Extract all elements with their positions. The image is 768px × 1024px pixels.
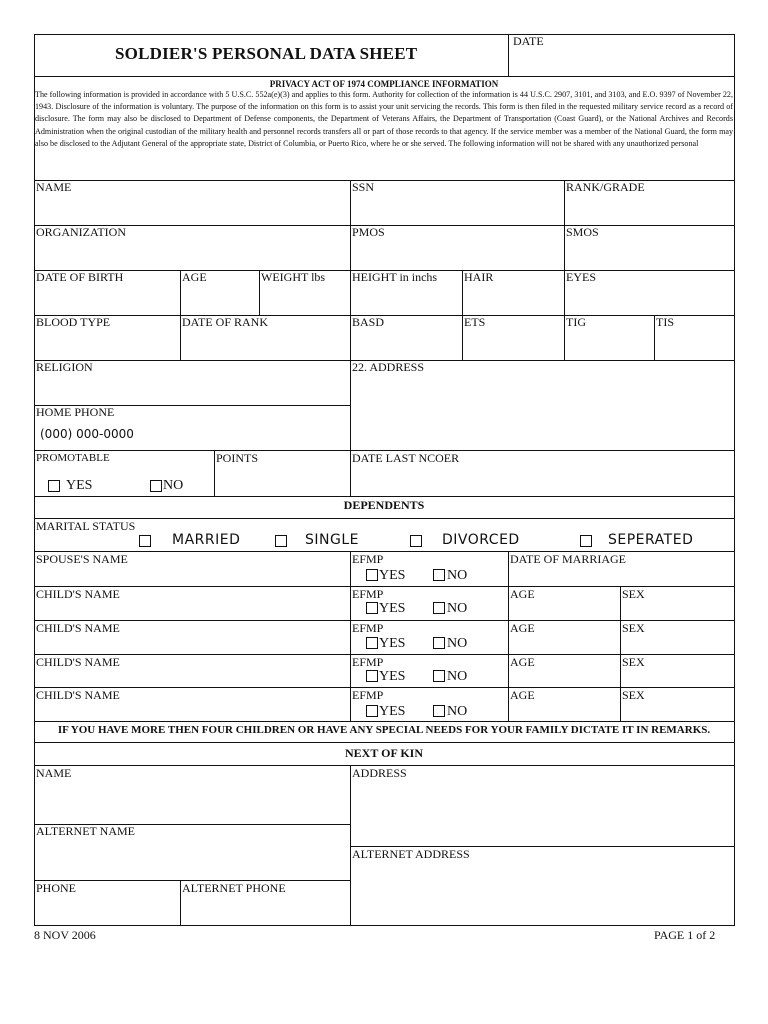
child-2-age-field[interactable]: AGE xyxy=(510,621,535,635)
child-1-efmp-label: EFMP xyxy=(352,587,384,601)
divorced-checkbox[interactable] xyxy=(410,535,422,547)
child-1-efmp-yes-checkbox[interactable] xyxy=(366,602,378,614)
next-of-kin-heading: NEXT OF KIN xyxy=(344,746,423,760)
footer-page-number: PAGE 1 of 2 xyxy=(654,928,716,942)
col-divider xyxy=(654,315,655,360)
seperated-checkbox[interactable] xyxy=(580,535,592,547)
pmos-field[interactable]: PMOS xyxy=(352,225,385,239)
date-last-ncoer-field[interactable]: DATE LAST NCOER xyxy=(352,451,460,465)
marital-status-label: MARITAL STATUS xyxy=(36,519,136,533)
privacy-heading: PRIVACY ACT OF 1974 COMPLIANCE INFORMATION xyxy=(269,79,499,89)
child-2-sex-field[interactable]: SEX xyxy=(622,621,645,635)
married-checkbox[interactable] xyxy=(139,535,151,547)
nok-alternet-name-field[interactable]: ALTERNET NAME xyxy=(36,824,135,838)
date-of-birth-field[interactable]: DATE OF BIRTH xyxy=(36,270,124,284)
date-field[interactable]: DATE xyxy=(513,34,544,48)
spouse-efmp-no-label: NO xyxy=(447,568,468,583)
child-2-efmp-no-checkbox[interactable] xyxy=(433,637,445,649)
child-4-efmp-yes-checkbox[interactable] xyxy=(366,705,378,717)
col-divider xyxy=(508,551,509,721)
border-left xyxy=(34,34,35,926)
promotable-label: PROMOTABLE xyxy=(36,452,110,464)
promotable-no-label: NO xyxy=(163,478,184,493)
child-1-efmp-no-checkbox[interactable] xyxy=(433,602,445,614)
child-4-efmp-label: EFMP xyxy=(352,688,384,702)
child-2-efmp-label: EFMP xyxy=(352,621,384,635)
child-3-efmp-no-label: NO xyxy=(447,669,468,684)
height-field[interactable]: HEIGHT in inchs xyxy=(352,270,438,284)
child-3-name-field[interactable]: CHILD'S NAME xyxy=(36,655,120,669)
privacy-text: The following information is provided in accordance with 5 U.S.C. 552a(e)(3) and applies to this form. Authority for collection of the information is 44 U.S.C. 2907, 3101, and 3103, and E.O. 9397 of November 22, 1943. Disclosure of the information is voluntary. The purpose of the information on this form is to assist your unit servicing the records. This form is then filed in the requested military service record as a record of disclosure. The form may also be disclosed to Department of Defense components, the Department of Veterans Affairs, the Department of Transportation (Coast Guard), or the National Archives and Records Administration when the original custodian of the military health and personnel records transfers all or part of those records to that agency. If the service member was a member of the National Guard, the form may also be disclosed to the Adjutant General of the appropriate state, District of Columbia, or Puerto Rico, where he or she served. The following information will not be shared with any unauthorized personal xyxy=(35,90,733,148)
weight-field[interactable]: WEIGHT lbs xyxy=(261,270,326,284)
child-4-efmp-yes-label: YES xyxy=(379,704,406,719)
spouse-name-field[interactable]: SPOUSE'S NAME xyxy=(36,552,128,566)
child-2-efmp-yes-label: YES xyxy=(379,636,406,651)
tis-field[interactable]: TIS xyxy=(656,315,674,329)
col-divider xyxy=(620,586,621,721)
spouse-efmp-yes-label: YES xyxy=(379,568,406,583)
date-of-marriage-field[interactable]: DATE OF MARRIAGE xyxy=(510,552,627,566)
ets-field[interactable]: ETS xyxy=(464,315,486,329)
age-field[interactable]: AGE xyxy=(182,270,207,284)
footer-date: 8 NOV 2006 xyxy=(34,928,96,942)
single-checkbox[interactable] xyxy=(275,535,287,547)
rule xyxy=(34,518,735,519)
religion-field[interactable]: RELIGION xyxy=(36,360,93,374)
eyes-field[interactable]: EYES xyxy=(566,270,596,284)
date-of-rank-field[interactable]: DATE OF RANK xyxy=(182,315,269,329)
child-3-efmp-no-checkbox[interactable] xyxy=(433,670,445,682)
organization-field[interactable]: ORGANIZATION xyxy=(36,225,126,239)
nok-name-field[interactable]: NAME xyxy=(36,766,72,780)
ssn-field[interactable]: SSN xyxy=(352,180,375,194)
child-1-sex-field[interactable]: SEX xyxy=(622,587,645,601)
home-phone-input[interactable]: (000) 000-0000 xyxy=(40,427,134,441)
nok-address-field[interactable]: ADDRESS xyxy=(352,766,407,780)
name-field[interactable]: NAME xyxy=(36,180,72,194)
rule xyxy=(34,315,735,316)
border-right xyxy=(734,34,735,926)
seperated-label: SEPERATED xyxy=(608,532,694,548)
col-divider xyxy=(564,180,565,360)
date-divider xyxy=(508,34,509,76)
hair-field[interactable]: HAIR xyxy=(464,270,494,284)
divorced-label: DIVORCED xyxy=(442,532,520,548)
child-4-efmp-no-checkbox[interactable] xyxy=(433,705,445,717)
nok-alternet-address-field[interactable]: ALTERNET ADDRESS xyxy=(352,847,470,861)
tig-field[interactable]: TIG xyxy=(566,315,586,329)
col-divider xyxy=(259,270,260,315)
rank-grade-field[interactable]: RANK/GRADE xyxy=(566,180,645,194)
child-1-name-field[interactable]: CHILD'S NAME xyxy=(36,587,120,601)
child-4-efmp-no-label: NO xyxy=(447,704,468,719)
rule xyxy=(34,721,735,722)
child-3-age-field[interactable]: AGE xyxy=(510,655,535,669)
promotable-yes-checkbox[interactable] xyxy=(48,480,60,492)
nok-phone-field[interactable]: PHONE xyxy=(36,881,77,895)
child-3-efmp-yes-checkbox[interactable] xyxy=(366,670,378,682)
single-label: SINGLE xyxy=(305,532,359,548)
child-1-age-field[interactable]: AGE xyxy=(510,587,535,601)
nok-alternet-phone-field[interactable]: ALTERNET PHONE xyxy=(182,881,286,895)
col-divider xyxy=(350,551,351,721)
married-label: MARRIED xyxy=(172,532,241,548)
basd-field[interactable]: BASD xyxy=(352,315,385,329)
home-phone-label: HOME PHONE xyxy=(36,405,115,419)
smos-field[interactable]: SMOS xyxy=(566,225,599,239)
child-2-efmp-no-label: NO xyxy=(447,636,468,651)
header-rule xyxy=(34,76,735,77)
address-field[interactable]: 22. ADDRESS xyxy=(352,360,425,374)
form-title: SOLDIER'S PERSONAL DATA SHEET xyxy=(115,44,418,63)
rule xyxy=(34,551,735,552)
col-divider xyxy=(462,270,463,360)
child-4-sex-field[interactable]: SEX xyxy=(622,688,645,702)
promotable-no-checkbox[interactable] xyxy=(150,480,162,492)
child-2-efmp-yes-checkbox[interactable] xyxy=(366,637,378,649)
border-top xyxy=(34,34,735,35)
rule xyxy=(34,742,735,743)
rule xyxy=(34,496,735,497)
child-2-name-field[interactable]: CHILD'S NAME xyxy=(36,621,120,635)
blood-type-field[interactable]: BLOOD TYPE xyxy=(36,315,111,329)
child-1-efmp-yes-label: YES xyxy=(379,601,406,616)
col-divider xyxy=(180,270,181,360)
child-3-efmp-label: EFMP xyxy=(352,655,384,669)
child-4-name-field[interactable]: CHILD'S NAME xyxy=(36,688,120,702)
child-1-efmp-no-label: NO xyxy=(447,601,468,616)
col-divider xyxy=(350,180,351,496)
points-field[interactable]: POINTS xyxy=(216,451,259,465)
child-4-age-field[interactable]: AGE xyxy=(510,688,535,702)
spouse-efmp-label: EFMP xyxy=(352,552,384,566)
remarks-note: IF YOU HAVE MORE THEN FOUR CHILDREN OR HAVE ANY SPECIAL NEEDS FOR YOUR FAMILY DICTATE IT IN REMARKS. xyxy=(57,724,711,736)
dependents-heading: DEPENDENTS xyxy=(343,498,425,512)
col-divider xyxy=(214,450,215,496)
border-bottom xyxy=(34,925,735,926)
col-divider xyxy=(180,880,181,926)
spouse-efmp-no-checkbox[interactable] xyxy=(433,569,445,581)
child-3-efmp-yes-label: YES xyxy=(379,669,406,684)
child-3-sex-field[interactable]: SEX xyxy=(622,655,645,669)
spouse-efmp-yes-checkbox[interactable] xyxy=(366,569,378,581)
promotable-yes-label: YES xyxy=(66,478,93,493)
